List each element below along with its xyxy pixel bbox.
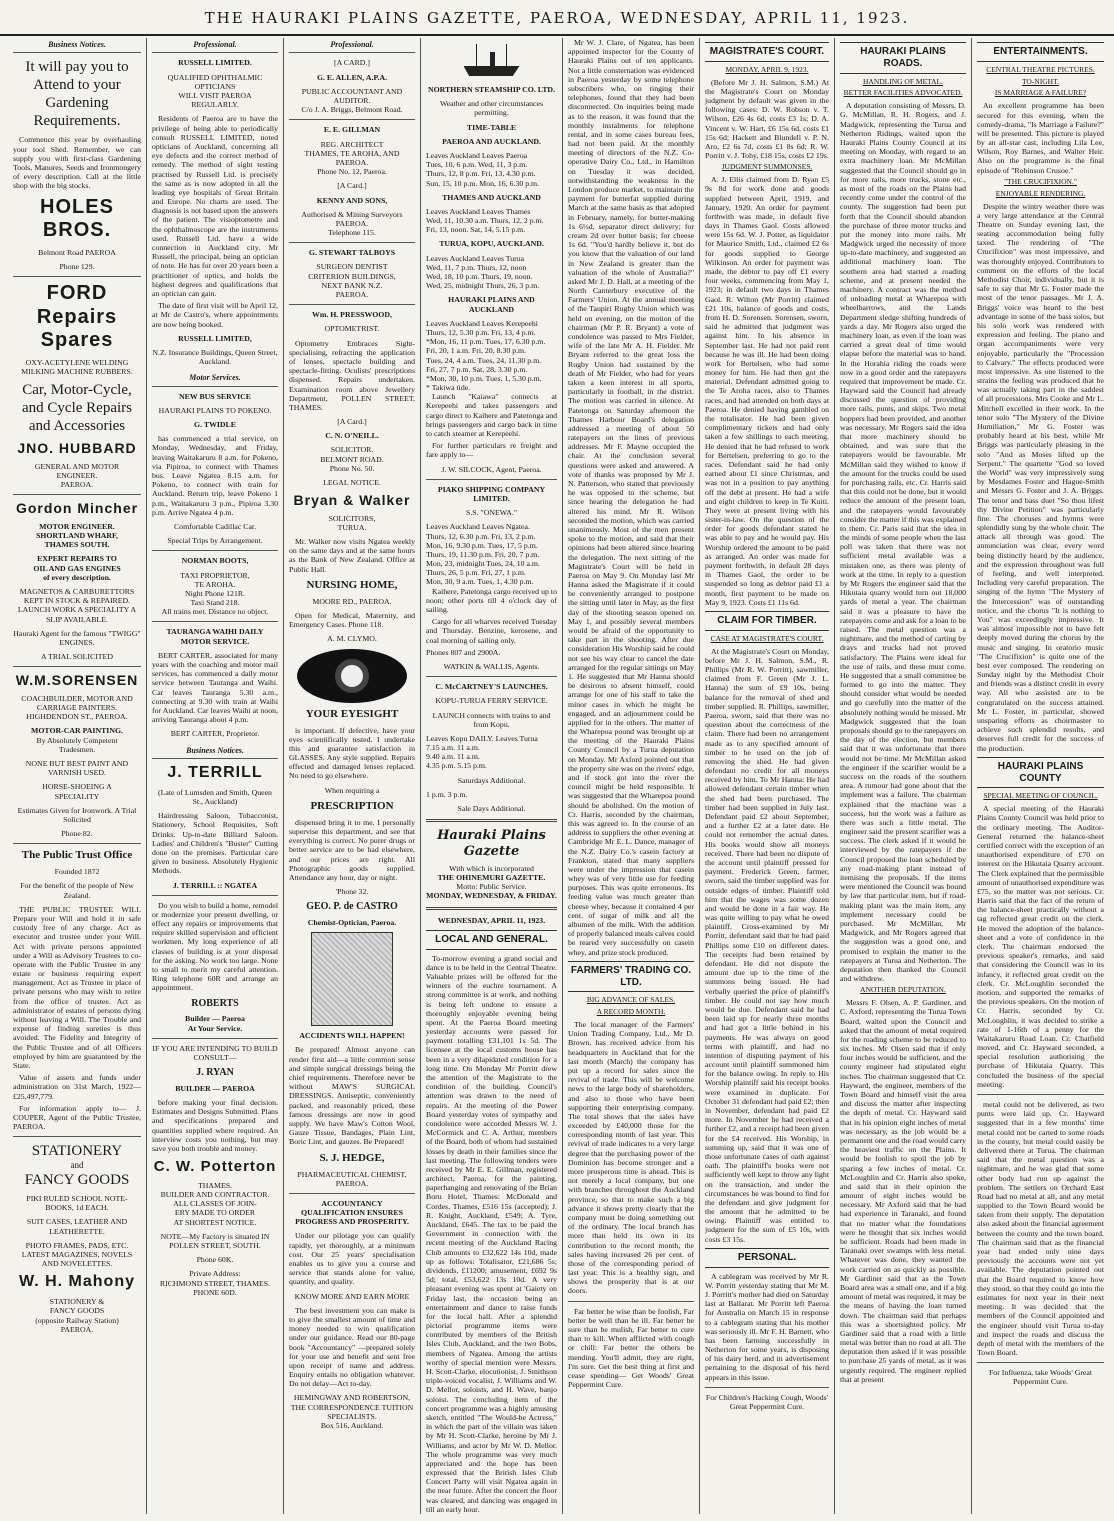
business-notices-header: Business Notices. (152, 744, 278, 759)
russell-body: Residents of Paeroa are to have the privilege of being able to periodically consult RUSSELL LIMITED, noted opticians of Auckland, concerning all eye defects and the correct method of remedy. The method of sight testing practised by Russell Ltd. is precisely the same as is now adopted in all the leading eye hospitals of Great Britain and Europe. No charts are used. The diagnosis is not based upon the answers of the patient. The visioptometre and the ophthalmoscope are the instruments used. Russell Ltd. have a wide connection in Auckland city. Mr Russell, the principal, being an optician of note. He has for over 20 years been a practitioner of optics, and holds the highest degrees and qualifications that an optician can gain. (152, 114, 278, 298)
influenza-ad: For Influenza, take Woods' Great Peppermint Cure. (988, 1368, 1093, 1387)
potterton-sub: THAMES. BUILDER AND CONTRACTOR. ALL CLASSES OF JOIN- ERY MADE TO ORDER AT SHORTEST NOTICE. (160, 1180, 270, 1227)
entertainments-heading: ENTERTAINMENTS. (977, 42, 1104, 62)
presswood-body: Optometry Embraces Sight-specialising, refracting the application of lenses, spectacle building and spectacle-fitting. Oculists' prescriptions dispensed. Repairs undertaken. Examination room above Jewellery Department, POLLEN STREET, THAMES. (289, 338, 415, 412)
gordon-body: EXPERT REPAIRS TO OIL AND GAS ENGINES of every description. (33, 554, 121, 582)
bus-service-heading: NEW BUS SERVICE (179, 391, 251, 401)
news-body-1: Mr W. J. Clare, of Ngatea, has been appointed inspector for the County of Hauraki Plains out of ten applicants. Not a little consternation was evidenced in Paeroa yesterday by some telephone subscribers who, on ringing their telephones, found that they had been disconnected. On inquiries being made as to the reason, it was found that the monthly instalments for telephone rental, and in some cases bureau fees, had not been paid. At the monthly meeting of directors of the N.Z. Co-operative Dairy Co., Ltd., in Hamilton on Tuesday it was decided, notwithstanding the weakness in the London produce market, to maintain the payment for butterfat supplied during March at the same basis as that adopted in February, namely, for butter-making 1s 6½d, separator direct delivery; for cream 2d over butter basis; for cheese 1s 6d. "You'd hardly believe it, but do you know that the valuation of our land in New Zealand is greater than the valuation of the whole of Australia?" asked Mr J. D. Hall, at a meeting of the North Canterbury executive of the Farmers' Union. At the annual meeting of the Taupiri Rugby Union which was held on evening, on the motion of the chairman (Mr P. R. Bryant) a vote of condolence was passed to Mrs Fielder, wife of the late Mr A. H. Fielder. Mr Bryant referred to the great loss the Rugby Union had sustained by the death of Mr Fielder, who had for years taken a keen interest in all sports, particularly in football, in the district. The motion was carried in silence. At Patetonga on Saturday afternoon the Thames Harbour Board's delegation addressed a meeting of about 50 ratepayers on the lines of previous addresses. Mr F. Mayne occupied the chair. At the conclusion several questions were asked and answered. A vote of thanks was proposed by Mr J. N. Patterson, who stated that previously he was opposed to the scheme, but since hearing the delegation he had altered his mind. Mr R. Wilson seconded the motion, which was carried unanimously. Most of the men present spoke to the motion, and said that their opinions had been altered since hearing the delegation. The next sitting of the Magistrate's Court will be held in Paeroa on May 9. On Monday last Mr Hanna asked the Magistrate if it could be conveniently arranged to postpone the sitting until later in May, as the first day of the shooting season opened on May 1, and possibly several members would be afraid of the opportunity to take part in the shooting. After due consideration His Worship said he could not see his way clear to cancel the date arranged for the regular sittings on May 1. He suggested that Mr Hanna should be desirous to absent himself, could arrange for one of his staff to take the minor cases in which he might be engaged, and an adjournment could be applied for in the others. The matter of the Wharepoa pound was brought up at the meeting of the Hauraki Plains County Council by a Turua deputation on Monday. Mr Axford pointed out that the property site was on the rivers' edge, and if stock got into the river the council might be held responsible. It was suggested that the Wharepoa pound should be abolished. On the motion of Cr. Harris, seconded by the chairman, this was agreed to. In the course of an address to suppliers the other evening at Cambridge Mr E. L. Dance, manager of the N.Z. Dairy Co.'s casein factory at Frankton, stated that many suppliers were under the impression that casein whey was of very little use for feeding purposes. This was quite erroneous. Its feeding value was much greater than cheese whey, because it contained 4 per cent. of sugar of milk and all the albumen of the milk. With the addition of properly balanced meals calves could be reared very successfully on casein whey, and prize stock produced. (568, 38, 694, 957)
claim-for-timber-body: At the Magistrate's Court on Monday, before Mr J. H. Salmon, S.M., R. Phillips (Mr R. W. Porritt), sawmiller, claimed from F. Green (Mr J. L. Hanna) the sum of £9 10s, being balance for the removal of shed and timber supplied. R. Phillips, sawmiller, Paeroa, sworn, said that there was no question about the correctness of the claim. There had been no arrangement made as to any specified amount of timber to be used on the job of removing the shed. He had given defendant no credit for all moneys received by him. To Mr Hanna: He had allowed defendant certain timber when the shed had been purchased. The timber had been supplied in July last. Defendant paid £2 about September, and a further £2 at a later date. He could not remember the actual dates. His books would show all moneys received. There had been no dispute of the account until plaintiff pressed for payment. Frederick Green, farmer, sworn, said the timber supplied was for outside edges of timber. Plaintiff told him that the wages was some dozen and would be done in a fair way. He was quite willing to pay what he owed plaintiff. Cross-examined by Mr Porritt, defendant said that he had paid Phillips some £10 on different dates. The receipts had been retained by defendant. He did not dispute the amount due up to the time of the summons being issued. He had verbally queried the price of plaintiff's timber. He could not say how much would be due. Defendant said he had been laid up for nearly three months and had got a little behind in his payments. He was always on good terms with plaintiff, and had no intention of disputing payment of his account until plaintiff summoned him for the balance owing. In reply to His Worship plaintiff said his receipt books were examined in duplicate. For October 31 defendant had paid £2; then in November, defendant had paid £2 more. In November he had received a further £2, and a receipt had been given for the £4 received. His Worship, in summing up, said that it was one of those unfortunate cases of oath against oath. The plaintiff's books were not sufficiently well kept to throw any light on the transaction, and under the circumstances he was bound to find for the defendant and give judgment for the amount that he admitted to be owing. Plaintiff was entitled to judgment for the sum of £5 10s, with costs £3 15s. (705, 646, 829, 1244)
weather-note: Weather and other circumstances permitting. (439, 99, 544, 118)
launch-note: Launch "Kaiawa" connects at Kerepeehi and takes passengers and cargo direct to Kaihere and Patetonga and brings passengers and cargo back in time to catch steamer at Kerepeehi. (426, 392, 557, 438)
horse-shoeing: HORSE-SHOEING A SPECIALITY (42, 782, 112, 801)
tauranga-service: TAURANGA WAIHI DAILY MOTOR SERVICE. (166, 627, 264, 646)
thames-auckland-heading: THAMES AND AUCKLAND (442, 192, 541, 202)
central-theatre-sub: CENTRAL THEATRE PICTURES. (986, 64, 1095, 74)
hedge-name: S. J. HEDGE, (319, 1151, 385, 1164)
russell-sub: QUALIFIED OPHTHALMIC OPTICIANS WILL VISIT PAEROA REGULARLY. (167, 72, 263, 110)
personal-heading: PERSONAL. (705, 1248, 829, 1268)
mahony-name: W. H. Mahony (19, 1273, 135, 1291)
ferry-table: Leaves Kopu DAILY. Leaves Turua 7.15 a.m. 11 a.m. 9.40 a.m. 11 a.m. 4.35 p.m. 5.15 p.m. Saturdays Additional. 1 p.m. 3 p.m. Sale Days Additional. (426, 733, 538, 813)
oneill-sub: SOLICITOR. BELMONT ROAD. Phone No. 50. (320, 445, 384, 473)
hedge-sub: PHARMACEUTICAL CHEMIST, PAEROA. (297, 1169, 407, 1188)
russell-ltd: RUSSELL LIMITED, (178, 333, 252, 343)
build-home-body: Do you wish to build a home, remodel or modernize your present dwelling, or effect any repairs or improvements that require skilled supervision and efficient workmen. My long experience of all classes of building is at your disposal for the asking. No work too large. None to small to merit my careful attention. Ring telephone 60R and arrange an appointment. (152, 900, 278, 993)
hauraki-auckland-table: Leaves Auckland Leaves Kerepeehi Thurs, 12, 5.30 p.m. Fri, 13, 4 p.m. *Mon, 16, 11 p.m. Tues, 17, 6.30 p.m. Fri, 20, 1 a.m. Fri, 20, 8.30 p.m. Tues, 24, 4 a.m. Tues, 24, 11.30 p.m. Fri, 27, 7 p.m. Sat, 28, 3.30 p.m. *Mon, 30, 10 p.m. Tues, 1, 5.30 p.m. (426, 318, 546, 383)
thames-auckland-table: Leaves Auckland Leaves Thames Wed, 11, 10.30 a.m. Thurs, 12, 2 p.m. Fri, 13, noon. Sat, 14, 5.15 p.m. (426, 206, 544, 235)
hubbard-sub: GENERAL AND MOTOR ENGINEER. PAEROA. (34, 461, 120, 490)
bert-carter: BERT CARTER, Proprietor. (170, 729, 260, 739)
claim-for-timber-sub: CASE AT MAGISTRATE'S COURT. (710, 633, 824, 643)
bryan-walker-name: Bryan & Walker (293, 492, 411, 509)
russell-visit: The date of first visit will be April 12, at Mr de Castro's, where appointments are now being booked. (152, 301, 278, 329)
factory-note: NOTE—My Factory is situated IN POLLEN STREET, SOUTH. (160, 1231, 270, 1251)
roads-body: A deputation consisting of Messrs. D. G. McMillan, R. H. Rogers, and J. Madgwick, representing the Turua and Netherton Ridings, waited upon the Hauraki Plains County Council at its meeting on Monday, with regard to an extra machinery loan. Mr McMillan suggested that the Council should go in for more rails, more trucks, stone etc., as most of the roads on the Plains had recently come under the control of the county. The suggestion had been put forth that the Council should abandon the purchase of three motor trucks and put the money into more rails. Mr Madgwick urged the necessity of more up-to-date machinery, and suggested an additional machinery loan. The southern area had started a roading scheme, and at present needed the machinery. A contract was the method of unloading metal at Wharepoa with wheelbarrows, and the Lands Department sledge shifting hundreds of yards a day. Mr Rogers also urged the machinery loan, as even if the loan was carried a great deal of time would elapse before the material was to hand. In the Horahia riding the roads were now in a good order and the ratepayers required that improvement be made. Cr. Hayward said the Council had already discussed the question of providing more rails, punts, and skips. Two metal hoppers had been provided, and another was necessary. Mr Rogers said the idea that more machinery should be obtained, and was sure that the ratepayers would be favourable. Mr McMillan said they wished to know if the amount for the trucks could be used for purchasing rails, etc. Cr. Harris said that this could not be done, but it would reduce the amount of the present loan, and the ratepayers would favourably consider the matter if this was explained to them. Cr. Paris said that the idea in the minds of some people when the last poll was taken that there was not sufficient metal available was a mistaken one, as there was plenty of work at the time. In reply to a question by Mr Rogers the engineer said that the Hikutaia quarry would turn out 18,000 yards of metal a year. The chairman said it was a pleasure to have the ratepayers come and ask for a loan to be raised. The metal question was a nightmare, and the method of carting by drays and trucks had not proved satisfactory. The Plains were ideal for the use of rails, and these must come. He suggested that a small committee be formed to go into the matter. They should consider what would be needed and go carefully into the matter of the absolutely nothing would be missed. Mr Madgwick suggested that the loan proposals should go to the ratepayers on the day of the election, but members said that it was unfortunate that there would not be time. Mr McMillan asked the engineer if the scarifier would be a success on the roads of the southern area. A rumour had gone about that the implement was a failure. The chairman explained that the machine was a success, but the work was a failure as there was such a little metal. The engineer said the present scarifier was a success. The clerk asked if it would be interviewed by the ratepayers if the Council proposed the loan scheduled by any road-making plant instead of itemising the proposals. If the items were mentioned the Council was bound by law that particular item, but if road-making plant was the main item, any implement necessary could be purchased. Mr McMillan, Mr Madgwick, and Mr Rogers agreed that the suggestion was a good one, and promised to explain the matter to the ratepayers at Turua and Netherton. The deputation then thanked the Council and withdrew. (840, 101, 967, 984)
know-more-heading: KNOW MORE AND EARN MORE (294, 1291, 410, 1301)
mahony-sub: STATIONERY & FANCY GOODS (opposite Railway Station) PAEROA. (35, 1297, 119, 1334)
court-body: (Before Mr J. H. Salmon, S.M.) At the Magistrate's Court on Monday judgment by default was given in the following cases: D. W. Robson v. T. Wilson, £26 4s 6d, costs £3 1s; D. A. Vincent v. W. Hart, £6 15s 6d, costs £1 15s 6d; Hackett and Blundell v. P. N. Aro, £2 6s 7d, costs £1 8s 6d; R. W. Porritt v. J. Tohy, £18 15s, costs £2 19s. (705, 77, 829, 161)
local-general-body: To-morrow evening a grand social and dance is to be held in the Central Theatre. Valuable prizes will be offered for the winners of the euchre tournament. A strong committee is at work, and nothing is being left undone to ensure a thoroughly enjoyable evening being spent. At the Paeroa Board meeting yesterday accounts were passed for payment totalling £31,101 1s 5d. The licensee at the local customs house has been in a very dilapidated condition for a long time. On Monday Mr Porritt drew the attention of the Magistrate to the condition of the building. Council's attention was drawn to the need of repairs. At the meeting of the Power Board yesterday votes of sympathy and condolence were accorded Messrs W. J. McCormick and C. A. Arthur, members of the Board, both of whom had sustained losses by death in their families since the last meeting. The following tenders were received by Mr E. E. Gillman, registered architect, Paeroa, for the painting, paperhanging and renovating of the Brian Boru Hotel, Thames: McDonald and Cordes, Thames, £516 15s (accepted); J. R. Knight, Auckland, £549; A. Tyre, Auckland, £645. The tax to be paid the Government in connection with the recent meeting of the Auckland Racing Club amounts to £32,622 14s 10d, made up as follows: Totalisator, £21,686 5s; dividends, £11200; amusement, £692 9s 5d; total, £53,622 13s 10d. A very pleasant evening was spent at 'Gaiety on Friday last, the occasion being an entertainment and dance to raise funds for the local hall. After a splendid pictorial programme items were contributed by members of the British Isles Club, Auckland, and the two Bobs, members of Ngatea. Among the artists worthy of special mention were Messrs. H. Scott-Clarke, elocutionist, J. Smithson triple-voiced vocalist, J. Williams and W. D. Mellor, soloists, and H. Wave, banjo soloist. The concluding item of the concert programme was a highly amusing sketch, entitled "The Would-be Actress," in which the part of the villain was taken by Mr H. Scott-Clarke, heroine by Mr J. Williams, and actor by Mr W. D. Mellor. The whole programme was very much appreciated and the hope has been expressed that the British Isles Club Concert Party will visit Ngatea again in the near future. After the concert the floor was cleared, and dancing was engaged in till an early hour. (426, 953, 557, 1514)
column-7-roads (834, 38, 971, 1514)
oxy-welding: OXY-ACETYLENE WELDING MILKING MACHINE RUBBERS. (21, 357, 133, 377)
judgment-summonses-body: A. J. Ellis claimed from D. Ryan £5 9s 8d for work done and goods supplied between April, 1919, and January, 1920. An order for payment forthwith was made, in default five days in Thames Gaol. Costs allowed were 15s 6d. W. J. Potter, as liquidator for Maurice Smith, Ltd., claimed £2 6s for goods supplied to George Wilkinson. An order for payment was made, the debtor to pay off £1 every four weeks, commencing from May 1, 1923; in default two days in Thames Gaol. R. Wilton (Mr Porritt) claimed £21 10s, balance of goods and costs, from H. D. Sorensen. Sorensen, sworn, said he admitted that judgment was against him. In his absence in September last. He had not paid rent because he was ill. He had been doing work for Bertelsen, who had some money for him. He had then got the material. Defendant admitted going to the Te Aroha races, also to Thames races, and had attended on both days at Paeroa. He denied having gambled on the totalisator. He had been given complimentary tickets and had only taken a few shillings to each meeting. He denied that he had refused to work for Bertelsen, preferring to go to the races. Defendant said he had only earned about £1 since Christmas, and was not in a position to pay anything off the debt at present. He had a wife and eight children to keep in Te Kuiti. They were at present living with his sister-in-law. On the question of the order for goods defendant stated he was able to pay and he would pay. His Worship ordered the amount to be paid as arranged. An order was made for payment forthwith, in default 28 days in Thames Gaol, the order to be suspended so long as debtor paid £1 a month, first payment to be made on May 9, 1923. Costs £1 11s 6d. (705, 175, 829, 607)
judgment-summonses-heading: JUDGMENT SUMMONSES. (721, 162, 813, 172)
terrill-footer: J. TERRILL :: NGATEA (172, 880, 258, 890)
council-body: A special meeting of the Hauraki Plains County Council was held prior to the ordinary meeting. The Auditor-General returned the balance-sheet certified correct with the exception of an unauthorised expenditure of £70 on interest on the Hikutaia Quarry account. The Clerk explained that the permissible amount of unauthorised expenditure was £75, so the matter was not serious. Cr. Harris said that the fact of the return of the balance-sheet practically without a tag reflected great credit on the clerk. He moved the adoption of the balance-sheet and a vote of confidence in the clerk. The chairman endorsed the previous speaker's remarks, and said that considering the Council was in its infancy, it reflected great credit on the clerk. Cr. McLoughlin seconded the motion, and supported the remarks of the previous speakers. On the motion of Cr. Harris, seconded by Cr. McLoughlin, it was decided to strike a rate of 1-16th of a penny for the Waitakaruru Road Loan. Cr. Chatfield moved, and Cr. Hayward seconded, a special resolution authorising the purchase of Hikutaia Quarry. This concluded the business of the special meeting. (977, 804, 1104, 1089)
clymo-name: A. M. CLYMO. (327, 634, 377, 644)
kenny-sub: Authorised & Mining Surveyors PAEROA. Telephone 115. (301, 209, 403, 238)
terrill-sub: (Late of Lumsden and Smith, Queen St., Auckland) (158, 787, 272, 806)
public-trust-info: For information apply to— J. COUPER, Agent of the Public Trustee, PAEROA. (13, 1103, 141, 1132)
column-3-professional (283, 38, 420, 1514)
sorensen-sub: COACHBUILDER, MOTOR AND CARRIAGE PAINTERS. HIGHDENDON ST., PAEROA. (21, 693, 133, 722)
motor-services-header: Motor Services. (152, 371, 278, 386)
russell-address: N.Z. Insurance Buildings, Queen Street, Auckland. (152, 347, 278, 367)
phone-60k: Phone 60K. (196, 1255, 234, 1265)
roberts-name: ROBERTS (191, 997, 239, 1009)
eye-illustration-icon (297, 649, 407, 703)
turua-kopu-heading: TURUA, KOPU, AUCKLAND. (439, 239, 544, 249)
hauraki-county-heading: HAURAKI PLAINS COUNTY (977, 757, 1104, 789)
gordon-mincher-name: Gordon Mincher (15, 500, 139, 517)
twidle-name: G. TWIDLE (194, 420, 236, 430)
allen-name: G. E. ALLEN, A.P.A. (316, 72, 388, 82)
talboys-name: G. STEWART TALBOYS (308, 248, 396, 258)
talboys-sub: SURGEON DENTIST CRITERION BUILDINGS, NEXT BANK N.Z. PAEROA. (308, 262, 396, 299)
eyesight-body: is important. If defective, have your eyes scientifically tested. I undertake this and guarantee satisfaction in GLASSES. Any style supplied. Repairs effected and damaged lenses replaced. No need to go elsewhere. (289, 725, 415, 781)
magnetos-notice: MAGNETOS & CARBURETTORS KEPT IN STOCK & REPAIRED. LAUNCH WORK A SPECIALITY A SLIP AVAILABLE. (17, 587, 137, 624)
allen-card: [A CARD.] (334, 58, 370, 68)
ford-repairs-heading: FORD Repairs Spares (36, 282, 118, 352)
hubbard-name: JNO. HUBBARD (17, 440, 137, 457)
advance-sales-sub: BIG ADVANCE OF SALES. (586, 995, 676, 1005)
ryan-name: J. RYAN (196, 1067, 234, 1079)
farmers-trading-heading: FARMERS' TRADING CO. LTD. (568, 961, 694, 993)
bryan-walker-body: Mr. Walker now visits Ngatea weekly on the same days and at the same hours as the Bank of New Zealand. Office at Public Hall. (289, 537, 415, 574)
watkin-wallis-agents: WATKIN & WALLIS, Agents. (443, 661, 540, 671)
piako-shipping-heading: PIAKO SHIPPING COMPANY LIMITED. (437, 484, 546, 503)
bryan-walker-sub: SOLICITORS, TURUA. (328, 513, 376, 532)
accountancy-body: Under our pilotage you can qualify rapidly, yet thoroughly, at a minimum cost. Our 25 years' specialisation enables us to give you a course and service that stands alone for value, quantity, and quality. (289, 1231, 415, 1287)
holes-bros-address: Belmont Road PAEROA (38, 247, 116, 257)
paeroa-auckland-table: Leaves Auckland Leaves Paeroa Tues, 10, 6 p.m. Wed, 11, 3 p.m. Thurs, 12, 8 p.m. Fri, 13, 4.30 p.m. Sun, 15, 10 p.m. Mon, 16, 6.30 p.m. (426, 150, 540, 188)
better-facilities-sub: BETTER FACILITIES ADVOCATED. (843, 88, 963, 98)
crucifixion-heading: "THE CRUCIFIXION." (1004, 176, 1077, 186)
potterton-name: C. W. Potterton (153, 1158, 277, 1176)
timetable-heading: TIME-TABLE (466, 122, 517, 132)
nursing-home-sub: MOORE RD., PAEROA. (312, 596, 392, 606)
phone-32: 'Phone 32. (335, 887, 369, 897)
gordon-sub: MOTOR ENGINEER. SHORTLAND WHARF, THAMES SOUTH. (35, 521, 119, 550)
turua-kopu-table: Leaves Auckland Leaves Turua Wed, 11, 7 p.m. Thurs, 12, noon Wed, 18, 10 p.m. Thurs, 19, noon. Wed, 25, midnight Thurs, 26, 3 p.m. (426, 253, 540, 291)
oneill-card: [A Card.] (337, 417, 367, 427)
best-paint: NONE BUT BEST PAINT AND VARNISH USED. (25, 758, 129, 778)
terrill-body: Hairdressing Saloon, Tobacconist, Stationery, School Requisites, Soft Drinks. Up-to-date Billiard Saloon. Ladies' and Children's "Buster" Cutting done on the premises. Particular care given to business. Absolutely Hygienic Methods. (152, 811, 278, 876)
accountancy-heading: ACCOUNTANCY QUALIFICATION ENSURES PROGRESS AND PROSPERITY. (295, 1198, 409, 1227)
know-more-body: The best investment you can make is to give the smallest amount of time and money needed to win qualification under our guidance. Read our 80-page book "Accountancy" —prepared solely for your use and benefit and sent free upon receipt of name and address. Enquiry entails no obligation whatever. Do not delay—Act to-day. (289, 1305, 415, 1389)
bus-service-sub: HAURAKI PLAINS TO POKENO. (158, 405, 272, 415)
ryan-sub: BUILDER — PAEROA (175, 1083, 255, 1093)
section-header: Professional. (289, 38, 415, 53)
column-4-shipping-news (420, 38, 562, 1514)
estimates-notice: Estimates Given for Ironwork. A Trial Solicited (17, 805, 137, 824)
car-repairs: Car, Motor-Cycle, and Cycle Repairs and Accessories (22, 382, 132, 435)
holes-bros-logo: HOLES BROS. (40, 195, 114, 242)
public-trust-body: THE PUBLIC TRUSTEE WILL Prepare your Will and hold it in safe custody free of any charge. Act as executor and trustee under your Will. Act with private persons appointed under a Will as Advisory Trustees to co-operate with the Public Trustee in any estate or business requiring expert management. Act as Trustee in place of private persons who may wish to retire from the office of trustee. Act as administrator of estates of persons dying without leaving a Will. The Trouble and expense of finding sureties is thus avoided. The Fidelity and Integrity of the Public Trustee and of all Officers employed by him are guaranteed by the State. (13, 904, 141, 1070)
column-5-news (562, 38, 699, 1514)
photo-frames: PHOTO FRAMES, PADS, ETC. LATEST MAGAZINES, NOVELS AND NOVELETTES. (21, 1240, 133, 1269)
prescription-body: dispensed bring it to me. I personally supervise this department, and see that everything is correct. No purer drugs or better service are to be had elsewhere, and our prices are right. All Photographic goods supplied. Attendance any hour, day or night. (289, 817, 415, 882)
allen-sub: PUBLIC ACCOUNTANT AND AUDITOR. C/o J. A. Briggs, Belmont Road. (301, 86, 403, 115)
another-deputation-body: Messrs F. Olsen, A. P. Gardiner, and C. Axford, representing the Turua Town Board, waited upon the Council and asked that the amount of metal required for the roading scheme to be reduced to six inches. Mr Olsen said that if only four inches would be sufficient, and the county engineer had stipulated eight inches. The chairman suggested that Cr. Hayward, the engineer, members of the Town Board and himself visit the area and discuss the matter after inspecting the depth of metal. Cr. Hayward said that in his opinion eight inches of metal was necessary, as the job would be a permanent one and the road would carry the heaviest traffic on the Plains. It would be foolish to spoil the job by sparing a few inches of metal. Cr. McLoughlin and Cr. Harris also spoke, and said that in their opinion the amount of eight inches would be necessary. Mr Axford said that he had had experience in Taranaki, and found that no matter what the foundations were he thought that six inches would be sufficient. Roads had been made in Taranaki over swamps with less metal. Whatever was done, they wanted the work carried on as quickly as possible. Mr Gardiner said that as the Town Board area was a small one, and if a big amount of metal was required, it may be the means of having the loan turned down. The chairman said that perhaps this was a shortsighted policy. Mr Gardiner said that a road with a little metal was better than no road at all. The deputation then asked if it was possible to purchase 25 yards of metal, as it was urgently required. The engineer replied that at present (840, 998, 967, 1384)
northern-steamship-heading: NORTHERN STEAMSHIP CO. LTD. (427, 85, 556, 94)
roberts-sub: Builder — Paeroa At Your Service. (185, 1014, 245, 1033)
farmers-trading-body: The local manager of the Farmers' Union Trading Company, Ltd., Mr D. Brown, has received advice from his headquarters in Auckland that for the last month (March) the company has put up a record for sales since the revival of trade. This will be welcome news to the large body of shareholders, and also to those who have been supporting their enterprising company. The total shows that the sales have exceeded by £40,000 those for the corresponding month of last year. This revival of trade indicates to a very large degree that the purchasing power of the Dominion has become stronger and a more prosperous time is ahead. This is not merely a local company, but one with branches throughout the Auckland province, so that to make such a big advance it shows pretty clearly that the company must be doing something out of the ordinary. The local branch has more than held its own in its contribution to the record month, the sales having increased 26 per cent. of those of the corresponding period of last year. This is a healthy sign, and shows the prosperity that is at our doors. (568, 1020, 694, 1296)
enjoyable-rendering-sub: ENJOYABLE RENDERING. (995, 188, 1086, 198)
holes-bros-phone: Phone 129. (59, 261, 95, 271)
ferry-heading: KOPU-TURUA FERRY SERVICE. (435, 696, 548, 706)
another-deputation-heading: ANOTHER DEPUTATION. (860, 985, 946, 995)
phones-note: Phones 807 and 2900A. (426, 647, 501, 657)
trial-notice: A TRIAL SOLICITED (41, 652, 113, 662)
public-trust-founded: Founded 1872 (54, 867, 100, 877)
public-trust-for: For the benefit of the people of New Zealand. (20, 881, 134, 900)
terrill-name: J. TERRILL (167, 763, 263, 781)
suit-cases: SUIT CASES, LEATHER AND LEATHERETTE. (26, 1217, 128, 1236)
cadillac-notice: Comfortable Cadillac Car. (173, 521, 257, 531)
ryan-body: before making your final decision. Estimates and Designs Submitted. Plans and specifications prepared and quantities supplied where required. An interview costs you nothing, but may save you both trouble and money. (152, 1098, 278, 1154)
hauraki-auckland-heading: HAURAKI PLAINS AND AUCKLAND (448, 295, 535, 314)
prescription-intro: When requiring a (324, 785, 380, 795)
presswood-name: Wm. H. PRESSWOOD, (312, 310, 392, 320)
onewa-heading: S.S. "ONEWA." (466, 508, 517, 518)
column-1-business-notices (8, 38, 146, 1514)
norman-sub: TAXI PROPRIETOR, TE AROHA. Night Phone 121R. Taxi Stand 218. All trains met. Distance no object. (161, 570, 269, 617)
cough-ad: For Children's Hacking Cough, Woods' Great Peppermint Cure. (705, 1392, 829, 1412)
de-castro-sub: Chemist-Optician, Paeroa. (307, 918, 397, 928)
gazette-nameplate: Hauraki Plains Gazette (437, 828, 546, 859)
special-trips: Special Trips by Arrangement. (167, 536, 263, 546)
court-date: MONDAY, APRIL 9, 1923. (725, 64, 809, 74)
private-address: Private Address: RICHMOND STREET, THAMES. PHONE 60D. (159, 1269, 271, 1297)
tides-note: * Takiwa tide. (426, 383, 471, 393)
school-books: PIKI RULED SCHOOL NOTE- BOOKS, 1d EACH. (26, 1194, 128, 1213)
de-castro-name: GEO. P. de CASTRO (306, 901, 398, 913)
tonight-sub: TO-NIGHT. (1021, 76, 1059, 86)
twigg-notice: Hauraki Agent for the famous "TWIGG" ENGINES. (13, 628, 141, 647)
crucifixion-body: Despite the wintry weather there was a very large attendance at the Central Theatre on Sunday evening last, the seating accommodation being fully taxed. The rendering of "The Crucifixion" was most impressive, and was thoroughly enjoyed. Contributors to comment on the efforts of the local Methodist Choir, individually, but it is safe to say that Mr G. Foster made the most of the tenor passages. Mr J. A. Briggs' voice was heard to the best advantage in some of the bass solos, but his solo work was rendered with expression and feeling. The piano and organ accompaniments were very enjoyable, particularly the "Procession to Calvary." The effects produced were most impressive. As one listened to the strains the feeling was produced that he was actually taking part in the saddest of all processions. Mrs Cooke and Mr L. Mitchell excelled in their work. In the tenor solo "The Mystery of the Divine Humiliation," Mr G. Foster was probably heard at his best, while Mr Briggs was particularly pleasing in the solo "And as Moses lifted up the Serpent." The quartette "God so loved the World" was very impressively sung by Mesdames Foster and Hague-Smith and Messrs G. Foster and J. A. Briggs. The tenor and bass duet "So thou lifest thy Divine Petition" was particularly fine. The choruses and hymns were splendidly sung by the whole choir. The attack all through was good. The annunciation was clear, every word being distinctly heard by the audience, and the expression throughout was full of feeling, and well interpreted. Including very careful preparation. The singing of the hymn "The Mystery of the Intercession" was of outstanding notice, and the chorus "It is nothing to You" was exceedingly impressive. It was almost impossible not to have felt deeply moved during the chorus by the music and singing. In oratorio music "The Crucifixion" is quite one of the best ever composed. The rendering on Sunday night by the Methodist Choir and friends was a distinct credit in every way. All who assisted are to be congratulated on the success attained. Mr L. Foster, in particular, showed unsparing efforts as choirmaster to achieve such splendid results, and deserves full credit for the success of the production. (977, 201, 1104, 753)
public-trust-assets: Value of assets and funds under administration on 31st March, 1922— £25,497,779. (13, 1073, 141, 1101)
accidents-body: Be prepared! Almost anyone can render first aid—a little common sense and simple surgical dressings being the chief requirements. Therefore never be without MAW'S SURGICAL DRESSINGS. Antiseptic, conveniently packed, and reasonably priced, these famous dressings are now in good supply. We have Maw's Cotton Wool, Gauze Tissue, Bandages, Plain Lint, Boric Lint, and gauzes. Be Prepared! (289, 1045, 415, 1147)
hemingway-sub: HEMINGWAY AND ROBERTSON, THE CORRESPONDENCE TUITION SPECIALISTS. Box 516, Auckland. (290, 1393, 414, 1430)
gillman-name: E. E. GILLMAN (323, 125, 381, 135)
ferry-body: LAUNCH connects with trains to and from Kopu. (432, 710, 551, 729)
magistrates-court-heading: MAGISTRATE'S COURT. (705, 42, 829, 62)
marriage-body: An excellent programme has been secured for this evening, when the comedy-drama, "Is Marriage a Failure?" will be presented. This picture is played by an all-star cast, including Lila Lee, Wilson, Roy Barnes, and Walter Heir. Also on the programme is the final episode of "Robinson Crusoe." (977, 101, 1104, 175)
silcock-agent: J. W. SILCOCK, Agent, Paeroa. (441, 464, 542, 474)
eyesight-heading: YOUR EYESIGHT (305, 707, 399, 720)
column-2-professional (146, 38, 283, 1514)
gardening-ad-body: Commence this year by overhauling your tool Shed. Remember, we can supply you with first-class Gardening Tools, Manures, Seeds and Ironmongery of every description. Call at the little shop with the big stocks. (13, 135, 141, 191)
masthead (0, 0, 1114, 36)
gardening-ad: It will pay you to Attend to your Gardening Requirements. (25, 59, 129, 130)
section-header: Professional. (152, 38, 278, 53)
oneill-name: C. N. O'NEILL. (325, 431, 379, 441)
column-8-entertainments (971, 38, 1109, 1514)
stationery-heading: STATIONERY and FANCY GOODS (24, 1143, 130, 1189)
nursing-home-name: NURSING HOME, (306, 578, 398, 591)
bus-service-body: has commenced a trial service, on Monday, Wednesday, and Friday, leaving Waitakaruru 8 a.m. for Pokeno, via Pipiroa, to connect with Thames bus. Leave Ngatea 8.15 a.m. for Pokeno, to connect with train for Auckland. Return trip, leave Pokeno 1 p.m., Waitakaruru 3 p.m., Pipiroa 3.30 p.m. Arrive Ngatea 4 p.m. (152, 434, 278, 517)
cargo-note: Cargo for all wharves received Tuesday and Thursday. Benzine, kerosene, and coal morning of sailing only. (426, 617, 557, 645)
prescription-heading: PRESCRIPTION (310, 799, 394, 812)
metal-body: metal could not be delivered, as two punts were laid up. Cr. Hayward suggested that in a few months' time metal could not be carted to some roads in the county, but metal could easily be delivered there at Turua. The chairman said that the metal question was a nightmare, and he was glad that some other body had run up against the problem. The settlers on Orchard East Road had no metal at all, and any metal supplied to the Town Board would be taken from their supply. The deputation also asked about the financial agreement between the county and the town board. The chairman said that as the financial year had ended only nine days previously the accounts were not yet available. The deputation pointed out that the Board required to know how they stood, so that they could go into the estimates for next year in their next meeting. It was decided that the members of the Council appointed and the engineer should visit Turua to-day and inspect the roads and discuss the depth of metal with the members of the Town Board. (977, 1100, 1104, 1358)
russell-name: RUSSELL LIMITED. (178, 58, 252, 68)
wise-verse: Far better be wise than be foolish, Far better be well than be ill. Far better be sure than be mulish, Far better to cure than to kill. When afflicted with cough or chill: Far better the others be mending. You'll admit, they are right, I'm sure. Get the best thing at first and cease spending— Get Woods' Great Peppermint Cure. (568, 1306, 694, 1390)
sorensen-name: W.M.SORENSEN (15, 672, 139, 689)
roads-heading: HAURAKI PLAINS ROADS. (840, 42, 966, 74)
motor-car-painting: MOTOR-CAR PAINTING. By Absolutely Competent Tradesmen. (31, 726, 123, 754)
kaihere-note: Kaihere, Patetonga cargo received up to noon; other ports till 4 o'clock day of sailing. (426, 586, 557, 614)
kenny-card: [A Card.] (337, 181, 367, 191)
dateline: WEDNESDAY, APRIL 11, 1923. (437, 915, 546, 925)
paeroa-auckland-heading: PAEROA AND AUCKLAND. (442, 136, 541, 146)
portrait-illustration-icon (311, 932, 393, 1026)
local-general-heading: LOCAL AND GENERAL. (426, 930, 557, 950)
public-trust-heading: The Public Trust Office (21, 849, 133, 862)
gillman-sub: REG. ARCHITECT THAMES, TE AROHA, AND PAEROA. Phone No. 12, Paeroa. (304, 139, 400, 177)
masthead-title: THE HAURAKI PLAINS GAZETTE, PAEROA, WEDNESDAY, APRIL 11, 1923. (204, 9, 910, 27)
kenny-name: KENNY AND SONS, (316, 195, 388, 205)
marriage-heading: IS MARRIAGE A FAILURE? (994, 88, 1087, 98)
special-meeting-sub: SPECIAL MEETING OF COUNCIL. (983, 791, 1098, 801)
record-month-sub: A RECORD MONTH. (596, 1007, 666, 1017)
ryan-intro: IF YOU ARE INTENDING TO BUILD CONSULT— (152, 1043, 278, 1062)
personal-body: A cablegram was received by Mr R. W. Porritt yesterday stating that Mr M. J. Porritt's mother had died on Saturday last at Ballarat. Mr Porritt left Paeroa for Australia on March 15 in response to a cablegram stating that his mother was seriously ill. Mr F. H. Barnett, who has been farming successfully in Netherton for some years, is disposing of his dairy herd, and in advertisement pertaining to the disposal of his herd appears in this issue. (705, 1271, 829, 1382)
mccartney-heading: C. McCARTNEY'S LAUNCHES. (435, 682, 548, 692)
claim-for-timber-heading: CLAIM FOR TIMBER. (705, 611, 829, 631)
norman-boots: NORMAN BOOTS, (181, 556, 249, 566)
presswood-sub: OPTOMETRIST. (324, 324, 380, 334)
accidents-heading: ACCIDENTS WILL HAPPEN! (299, 1031, 405, 1041)
legal-notice: LEGAL NOTICE. (323, 478, 381, 487)
column-6-court (699, 38, 834, 1514)
steamship-icon (462, 40, 522, 80)
phone-82: Phone 82. (61, 829, 93, 839)
nursing-home-body: Open for Medical, Maternity, and Emergency Cases. Phone 118. (289, 610, 415, 630)
further-particulars: For further particulars re freight and fare apply to— (426, 441, 557, 460)
gazette-sub: With which is incorporated THE OHINEMURI GAZETTE. Motto: Public Service. MONDAY, WEDNESDAY, & FRIDAY. (426, 863, 557, 901)
handling-metal-sub: HANDLING OF METAL. (862, 76, 944, 86)
section-header: Business Notices. (13, 38, 141, 53)
tauranga-body: BERT CARTER, associated for many years with the coaching and motor mail services, has commenced a daily motor service between Tauranga and Waihi. Car leaves Tauranga 5.30 a.m., connecting at 9.30 with train at Waihi for Auckland. Car leaves Waihi at noon, arriving Tauranga about 4 p.m. (152, 650, 278, 725)
piako-table: Leaves Auckland Leaves Ngatea. Thurs, 12, 6.30 p.m. Fri, 13, 2 p.m. Mon, 16, 9.30 p.m. Tues, 17, 5 p.m. Thurs, 19, 11.30 p.m. Fri, 20, 7 p.m. Mon, 23, midnight Tues, 24, 10 a.m. Thurs, 26, 5 p.m. Fri, 27, 1 p.m. Mon, 30, 9 a.m. Tues, 1, 4.30 p.m. (426, 522, 540, 587)
